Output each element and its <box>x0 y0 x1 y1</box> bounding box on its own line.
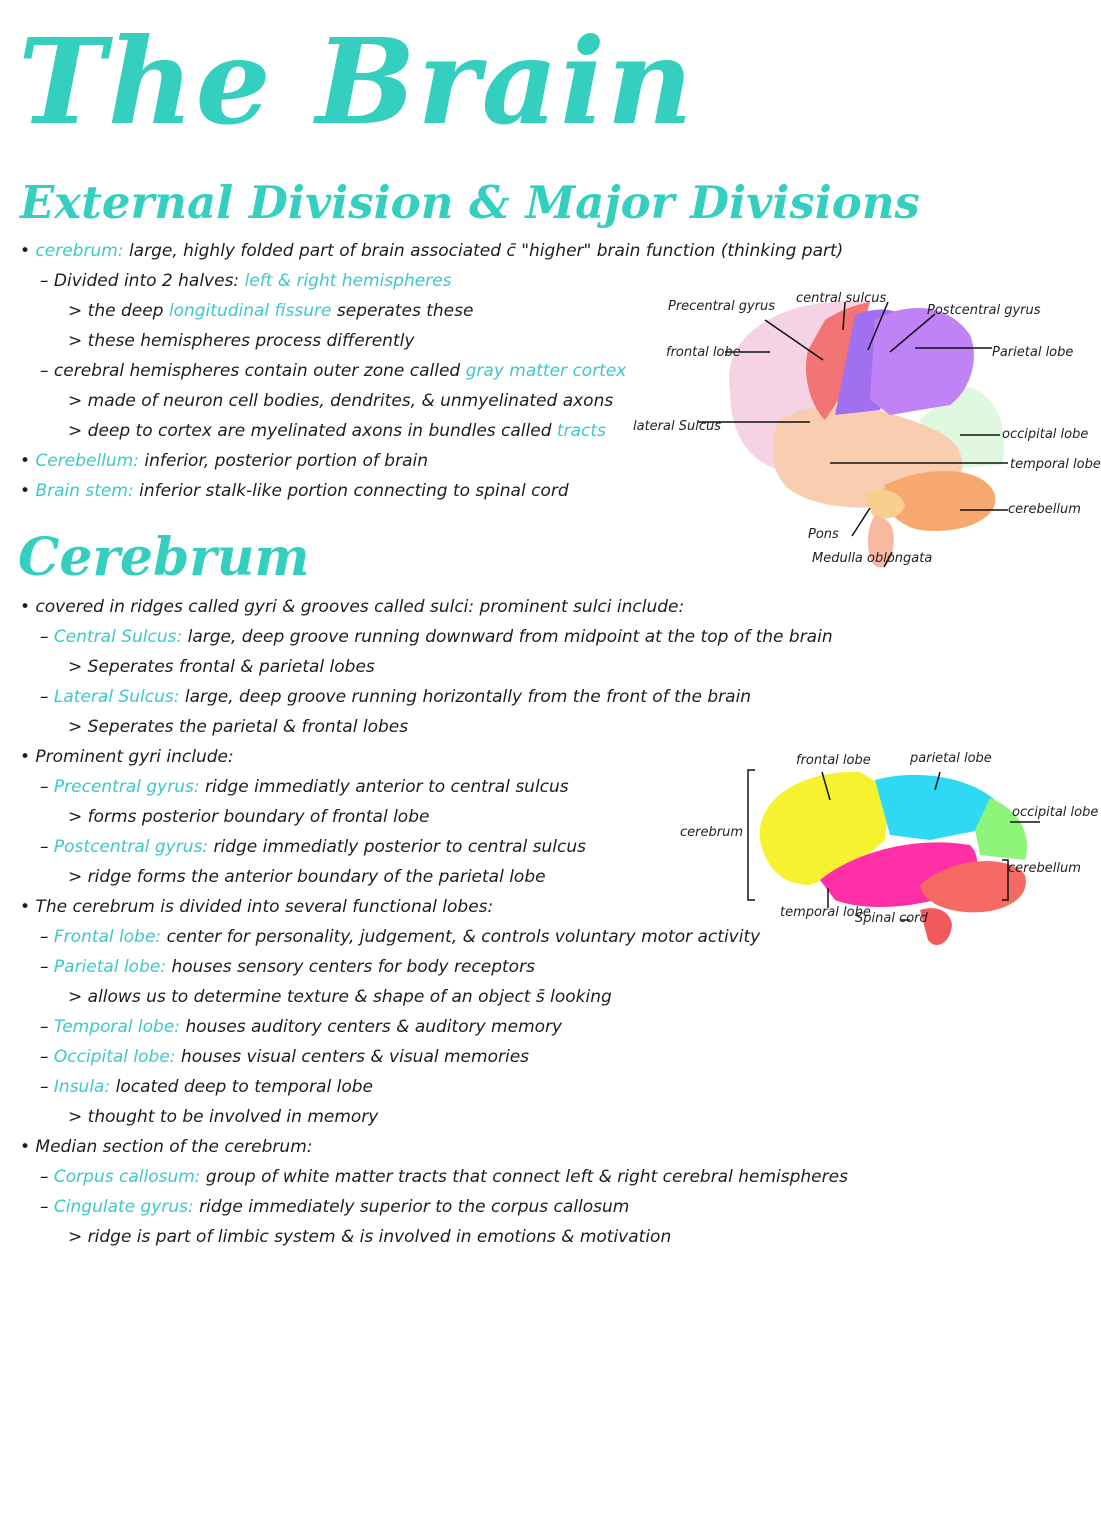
note-line: > Seperates the parietal & frontal lobes <box>68 717 409 737</box>
note-line: – Precentral gyrus: ridge immediatly anterior to central sulcus <box>40 777 569 797</box>
note-line: – Central Sulcus: large, deep groove running downward from midpoint at the top of the brain <box>40 627 833 647</box>
brain-diagram-lobes <box>740 760 1080 960</box>
note-line: – Frontal lobe: center for personality, judgement, & controls voluntary motor activity <box>40 927 761 947</box>
note-line: > ridge is part of limbic system & is involved in emotions & motivation <box>68 1227 672 1247</box>
note-line: • Cerebellum: inferior, posterior portion of brain <box>20 451 428 471</box>
label-precentral: Precentral gyrus <box>668 299 776 314</box>
note-line: • Prominent gyri include: <box>20 747 234 767</box>
note-line: > ridge forms the anterior boundary of the parietal lobe <box>68 867 546 887</box>
d2-label-spinal: Spinal cord <box>855 911 928 926</box>
label-medulla: Medulla oblongata <box>812 551 933 566</box>
label-pons: Pons <box>808 527 839 542</box>
note-line: • The cerebrum is divided into several functional lobes: <box>20 897 494 917</box>
note-line: > allows us to determine texture & shape of an object s̄ looking <box>68 987 612 1007</box>
note-line: • covered in ridges called gyri & grooves called sulci: prominent sulci include: <box>20 597 685 617</box>
label-cerebellum: cerebellum <box>1008 502 1081 517</box>
label-postcentral: Postcentral gyrus <box>927 303 1041 318</box>
note-line: • Median section of the cerebrum: <box>20 1137 313 1157</box>
note-line: – Cingulate gyrus: ridge immediately superior to the corpus callosum <box>40 1197 630 1217</box>
note-line: > the deep longitudinal fissure seperates these <box>68 301 474 321</box>
note-line: > Seperates frontal & parietal lobes <box>68 657 375 677</box>
d2-label-cerebellum: cerebellum <box>1008 861 1081 876</box>
page-subtitle: External Division & Major Divisions <box>20 176 920 229</box>
page-title: The Brain <box>18 12 695 151</box>
note-line: – Lateral Sulcus: large, deep groove running horizontally from the front of the brain <box>40 687 752 707</box>
note-line: – Insula: located deep to temporal lobe <box>40 1077 373 1097</box>
note-line: > made of neuron cell bodies, dendrites, & unmyelinated axons <box>68 391 614 411</box>
d2-label-cerebrum: cerebrum <box>680 825 743 840</box>
note-line: > these hemispheres process differently <box>68 331 415 351</box>
note-line: • cerebrum: large, highly folded part of brain associated c̄ "higher" brain function (thinking part) <box>20 241 844 261</box>
note-line: – Corpus callosum: group of white matter tracts that connect left & right cerebral hemispheres <box>40 1167 848 1187</box>
note-line: • Brain stem: inferior stalk-like portion connecting to spinal cord <box>20 481 569 501</box>
label-central-sulcus: central sulcus <box>796 291 887 306</box>
note-line: > thought to be involved in memory <box>68 1107 379 1127</box>
label-lateral-sulcus: lateral Sulcus <box>633 419 721 434</box>
note-line: – Postcentral gyrus: ridge immediatly posterior to central sulcus <box>40 837 586 857</box>
note-line: > deep to cortex are myelinated axons in bundles called tracts <box>68 421 606 441</box>
label-parietal: Parietal lobe <box>992 345 1074 360</box>
d2-label-frontal: frontal lobe <box>796 753 871 768</box>
section-cerebrum-notes <box>20 592 848 1252</box>
d2-label-temporal: temporal lobe <box>780 905 871 920</box>
note-line: – cerebral hemispheres contain outer zone called gray matter cortex <box>40 361 627 381</box>
note-line: – Parietal lobe: houses sensory centers for body receptors <box>40 957 535 977</box>
label-occipital: occipital lobe <box>1002 427 1089 442</box>
d2-label-occipital: occipital lobe <box>1012 805 1099 820</box>
label-temporal: temporal lobe <box>1010 457 1101 472</box>
note-line: – Divided into 2 halves: left & right hemispheres <box>40 271 452 291</box>
cerebrum-heading: Cerebrum <box>18 527 310 588</box>
note-line: – Occipital lobe: houses visual centers & visual memories <box>40 1047 530 1067</box>
note-line: – Temporal lobe: houses auditory centers & auditory memory <box>40 1017 563 1037</box>
label-frontal: frontal lobe <box>666 345 741 360</box>
d2-label-parietal: parietal lobe <box>910 751 992 766</box>
note-line: > forms posterior boundary of frontal lobe <box>68 807 430 827</box>
